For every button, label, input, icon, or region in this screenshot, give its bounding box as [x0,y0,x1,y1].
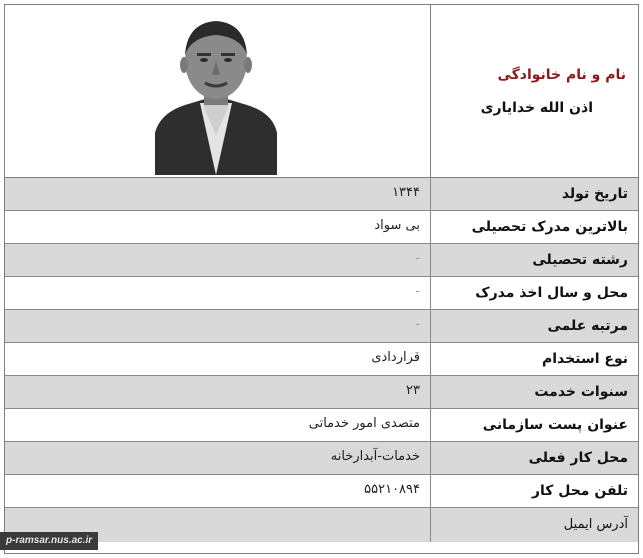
row-value: خدمات-آبدارخانه [330,449,420,464]
row-label: تاریخ تولد [561,186,628,202]
table-row [5,409,638,442]
table-row [5,244,638,277]
row-label: سنوات خدمت [534,384,628,400]
person-photo [155,15,277,175]
row-value: ۱۳۴۴ [392,185,420,200]
row-label: رشته تحصیلی [532,252,628,268]
row-label: تلفن محل کار [531,483,628,499]
header-divider [430,5,431,177]
row-value: قراردادی [371,350,420,365]
row-label: عنوان پست سازمانی [482,417,628,433]
row-value: - [415,284,420,299]
table-row [5,376,638,409]
row-value: - [415,317,420,332]
table-row [5,310,638,343]
table-row [5,442,638,475]
row-label: مرتبه علمی [547,318,628,334]
row-label: محل و سال اخذ مدرک [475,285,628,301]
table-row [5,211,638,244]
info-table [5,178,638,542]
profile-header [5,5,638,178]
row-label: محل کار فعلی [528,450,628,466]
table-row [5,475,638,508]
table-row [5,508,638,542]
row-value: بی سواد [374,218,420,233]
row-label: آدرس ایمیل [563,517,628,532]
site-watermark: p-ramsar.nus.ac.ir [0,532,98,550]
row-value: ۲۳ [406,383,420,398]
row-label: بالاترین مدرک تحصیلی [471,219,628,235]
table-row [5,343,638,376]
table-row [5,178,638,211]
row-value: متصدی امور خدماتی [308,416,420,431]
profile-card [4,4,639,554]
table-row [5,277,638,310]
name-label: نام و نام خانوادگی [497,67,626,83]
row-label: نوع استخدام [542,351,628,367]
row-value: ۵۵۲۱۰۸۹۴ [364,482,420,497]
name-value: اذن الله خدایاری [480,100,593,116]
row-value: - [415,251,420,266]
